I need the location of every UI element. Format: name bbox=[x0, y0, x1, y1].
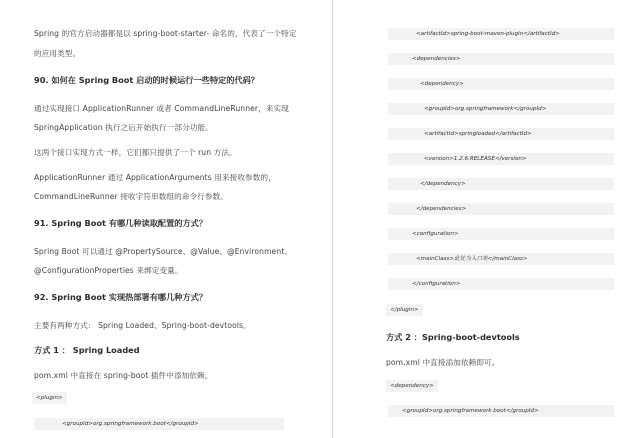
paragraph-line: 的应用类型。 bbox=[34, 49, 81, 58]
code-line: <artifactId>spring-boot-maven-plugin</artifactId> bbox=[388, 28, 614, 40]
code-line: <configuration> bbox=[388, 228, 614, 240]
code-line: <dependency> bbox=[386, 380, 438, 392]
code-line: <version>1.2.6.RELEASE</version> bbox=[388, 153, 614, 165]
page-divider bbox=[332, 0, 333, 438]
paragraph-line: pom.xml 中直接添加依赖即可。 bbox=[386, 358, 500, 367]
code-line: <plugin> bbox=[32, 392, 67, 404]
code-line: </configuration> bbox=[388, 278, 614, 290]
code-line: <groupId>org.springframework</groupId> bbox=[388, 103, 614, 115]
right-page bbox=[336, 0, 640, 438]
paragraph-line: SpringApplication 执行之后开始执行一部分功能。 bbox=[34, 123, 213, 132]
code-line: <mainClass>此处为入口类</mainClass> bbox=[388, 253, 614, 265]
code-line: <dependency> bbox=[388, 78, 614, 90]
paragraph-line: ApplicationRunner 通过 ApplicationArguments 用来接收参数的， bbox=[34, 173, 276, 182]
method-2-heading: 方式 2 ：Spring-boot-devtools bbox=[386, 332, 520, 342]
paragraph-line: @ConfigurationProperties 来绑定变量。 bbox=[34, 266, 183, 275]
paragraph-line: 主要有两种方式： Spring Loaded、Spring-boot-devtools。 bbox=[34, 321, 251, 330]
paragraph-line: CommandLineRunner 接收字符串数组的命令行参数。 bbox=[34, 192, 228, 201]
code-line: <groupId>org.springframework.boot</groupId> bbox=[388, 405, 614, 417]
code-line: </dependency> bbox=[388, 178, 614, 190]
paragraph-line: Spring 的官方启动器都是以 spring-boot-starter- 命名的，代表了一个特定 bbox=[34, 29, 297, 38]
code-line: </plugin> bbox=[386, 304, 423, 316]
section-heading-91: 91. Spring Boot 有哪几种读取配置的方式？ bbox=[34, 218, 208, 228]
code-line: <artifactId>springloaded</artifactId> bbox=[388, 128, 614, 140]
code-line: <groupId>org.springframework.boot</groupId> bbox=[34, 418, 284, 430]
code-line: <dependencies> bbox=[388, 53, 614, 65]
section-heading-90: 90. 如何在 Spring Boot 启动的时候运行一些特定的代码？ bbox=[34, 75, 259, 85]
code-line: </dependencies> bbox=[388, 203, 614, 215]
paragraph-line: 这两个接口实现方式一样，它们都只提供了一个 run 方法。 bbox=[34, 148, 237, 157]
method-1-heading: 方式 1 ： Spring Loaded bbox=[34, 345, 140, 355]
paragraph-line: Spring Boot 可以通过 @PropertySource、@Value、@Environment、 bbox=[34, 247, 293, 256]
paragraph-line: 通过实现接口 ApplicationRunner 或者 CommandLineRunner，来实现 bbox=[34, 104, 289, 113]
section-heading-92: 92. Spring Boot 实现热部署有哪几种方式？ bbox=[34, 292, 208, 302]
paragraph-line: pom.xml 中直接在 spring-boot 插件中添加依赖。 bbox=[34, 371, 213, 380]
